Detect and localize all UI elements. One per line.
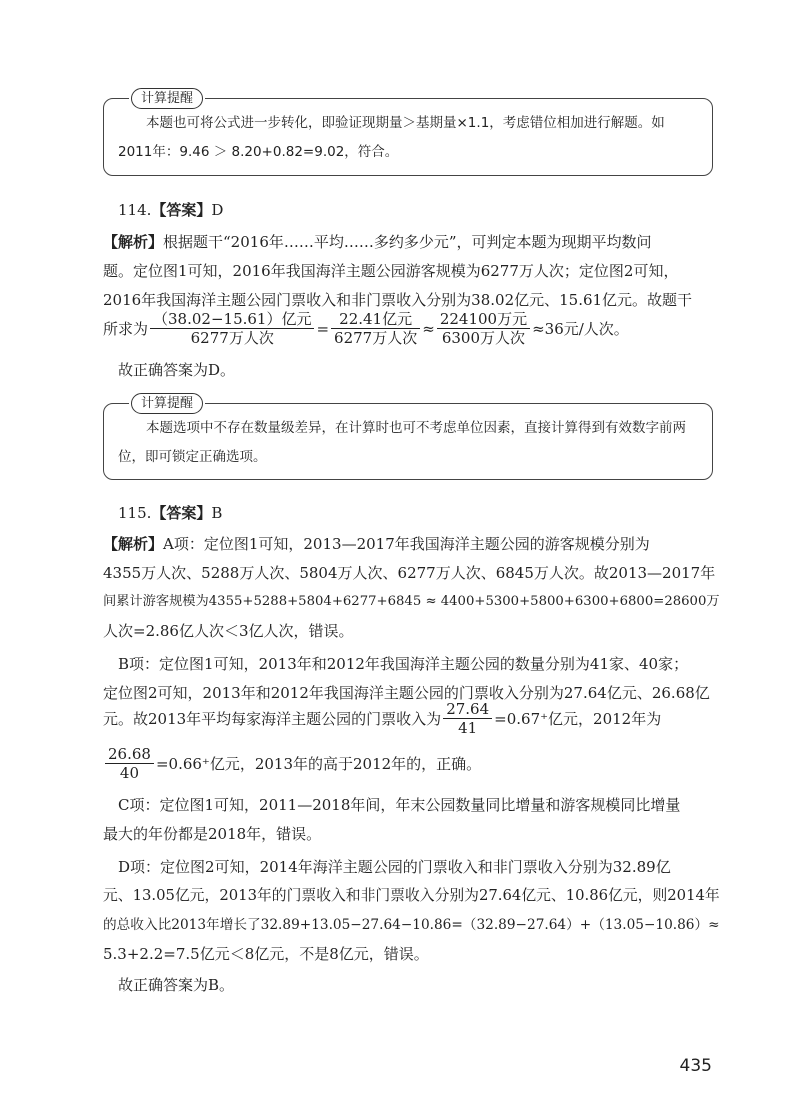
q114-formula-suffix: ≈36元/人次。	[532, 320, 629, 338]
q114-conclusion: 故正确答案为D。	[118, 361, 236, 379]
q115-a-line-2: 4355万人次、5288万人次、5804万人次、6277万人次、6845万人次。故2013—2017年	[103, 564, 716, 582]
q114-analysis-line-2: 题。定位图1可知，2016年我国海洋主题公园游客规模为6277万人次；定位图2可知，	[103, 262, 679, 280]
q115-d-line-3: 的总收入比2013年增长了32.89+13.05−27.64−10.86=（32.89−27.64）+（13.05−10.86）≈	[103, 917, 720, 933]
q114-answer-label: 【答案】	[151, 201, 212, 219]
q115-analysis-label: 【解析】	[103, 535, 164, 553]
q114-number: 114.	[118, 201, 152, 219]
q115-b-line-4: $\frac{26.68}{40}$ =0.66⁺亿元，2013年的高于2012年的，正确。	[103, 745, 481, 782]
calc-tip-box-2	[103, 396, 713, 480]
q115-b-line-2: 定位图2可知，2013年和2012年我国海洋主题公园的门票收入分别为27.64亿元、26.68亿	[103, 684, 710, 702]
q114-answer-line	[118, 200, 223, 220]
q115-b-fraction-2: $\frac{26.68}{40}$	[105, 745, 154, 782]
q115-number: 115.	[118, 504, 152, 522]
calc-tip-text-2: 本题选项中不存在数量级差异，在计算时也可不考虑单位因素，直接计算得到有效数字前两位，即可锁定正确选项。	[118, 420, 686, 465]
q114-formula: 所求为 $\frac{\text{（38.02−15.61）亿元}}{\text{6277万人次}}$ = $\frac{\text{22.41亿元}}{\text{6277万人次}}$ ≈ $\frac{\text{224100万元}}{\text{6300万人次}}$ ≈36元/人次。	[103, 310, 629, 347]
q114-analysis-label: 【解析】	[103, 233, 164, 251]
q115-answer-line	[118, 503, 222, 523]
q115-answer-label: 【答案】	[151, 504, 212, 522]
q115-c-line-2: 最大的年份都是2018年，错误。	[103, 825, 322, 843]
q115-a-line-1: 【解析】A项：定位图1可知，2013—2017年我国海洋主题公园的游客规模分别为	[103, 535, 650, 553]
calc-tip-text-1: 本题也可将公式进一步转化，即验证现期量＞基期量×1.1，考虑错位相加进行解题。如2011年：9.46 ＞ 8.20+0.82=9.02，符合。	[118, 115, 665, 160]
q115-conclusion: 故正确答案为B。	[118, 976, 235, 994]
q115-b-line-1: B项：定位图1可知，2013年和2012年我国海洋主题公园的数量分别为41家、40家；	[118, 655, 689, 673]
q115-b-fraction-1: $\frac{27.64}{41}$	[443, 700, 492, 737]
q114-fraction-3: $\frac{\text{224100万元}}{\text{6300万人次}}$	[437, 310, 530, 347]
q114-analysis-line-3: 2016年我国海洋主题公园门票收入和非门票收入分别为38.02亿元、15.61亿元。故题干	[103, 291, 693, 309]
q115-d-line-2: 元、13.05亿元，2013年的门票收入和非门票收入分别为27.64亿元、10.86亿元，则2014年	[103, 887, 720, 904]
q115-d-line-4: 5.3+2.2=7.5亿元＜8亿元，不是8亿元，错误。	[103, 945, 429, 963]
calc-tip-badge-2: 计算提醒	[129, 393, 205, 414]
q115-a-line-3: 间累计游客规模为4355+5288+5804+6277+6845 ≈ 4400+5300+5800+6300+6800=28600万	[103, 594, 720, 609]
q114-fraction-1: $\frac{\text{（38.02−15.61）亿元}}{\text{6277万人次}}$	[150, 310, 314, 347]
q114-formula-prefix: 所求为	[103, 320, 149, 338]
q115-d-line-1: D项：定位图2可知，2014年海洋主题公园的门票收入和非门票收入分别为32.89亿	[118, 858, 671, 876]
q115-b-line-3: 元。故2013年平均每家海洋主题公园的门票收入为 $\frac{27.64}{41}$ =0.67⁺亿元，2012年为	[103, 700, 662, 737]
q115-c-line-1: C项：定位图1可知，2011—2018年间，年末公园数量同比增量和游客规模同比增量	[118, 796, 681, 814]
calc-tip-box-1	[103, 91, 713, 176]
q115-a-line-4: 人次=2.86亿人次＜3亿人次，错误。	[103, 622, 354, 640]
q114-analysis-line-1: 【解析】根据题干“2016年……平均……多约多少元”，可判定本题为现期平均数问	[103, 233, 652, 251]
page-number: 435	[679, 1056, 712, 1076]
q114-fraction-2: $\frac{\text{22.41亿元}}{\text{6277万人次}}$	[331, 310, 420, 347]
q115-answer: B	[211, 504, 223, 522]
q114-answer: D	[211, 201, 224, 219]
calc-tip-badge-1: 计算提醒	[129, 88, 205, 109]
